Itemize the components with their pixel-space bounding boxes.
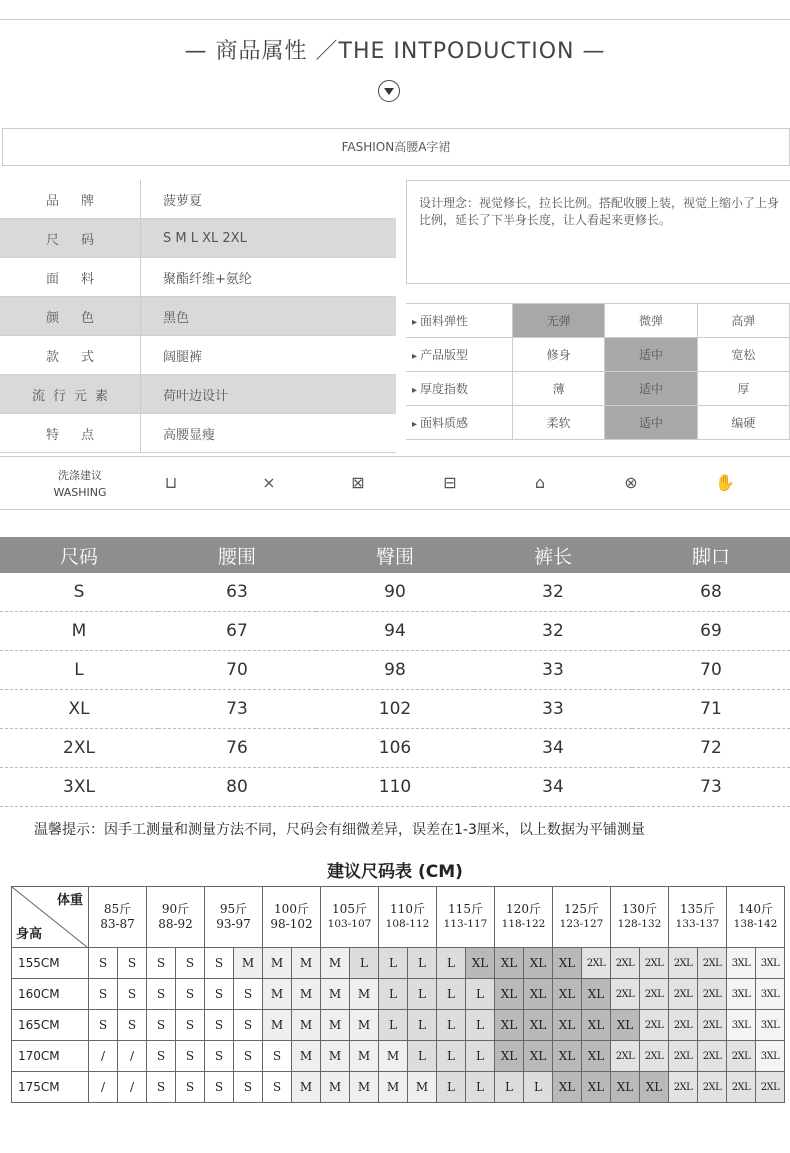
- attribute-value: 荷叶边设计: [141, 375, 397, 414]
- weight-value: 120斤: [506, 902, 541, 916]
- attribute-row: [0, 297, 396, 336]
- weight-range: 108-112: [385, 918, 430, 930]
- weight-header: [437, 887, 495, 948]
- no-dry-clean-icon: ⊗: [624, 473, 638, 492]
- attribute-row: [0, 180, 396, 219]
- attribute-key: 特点: [0, 414, 141, 453]
- size-cell: S: [205, 1041, 234, 1072]
- size-cell: 98: [316, 651, 474, 690]
- size-cell: S: [234, 1010, 263, 1041]
- size-cell: M: [379, 1041, 408, 1072]
- weight-range: 138-142: [733, 918, 778, 930]
- fabric-option: 修身: [513, 338, 605, 372]
- recommend-header-row: [12, 887, 785, 948]
- size-cell: 70: [632, 651, 790, 690]
- size-cell: S: [118, 1010, 147, 1041]
- size-cell: 3XL: [727, 1010, 756, 1041]
- size-header: 臀围: [316, 537, 474, 573]
- size-cell: L: [466, 1010, 495, 1041]
- size-cell: XL: [640, 1072, 669, 1103]
- size-cell: XL: [0, 690, 158, 729]
- height-label: 175CM: [12, 1072, 89, 1103]
- size-cell: XL: [582, 1041, 611, 1072]
- size-cell: M: [292, 979, 321, 1010]
- design-note: 设计理念：视觉修长，拉长比例。搭配收腰上装，视觉上缩小了上身比例，延长了下半身长度，让人看起来更修长。: [406, 180, 790, 284]
- fabric-key: ▸ 产品版型: [406, 338, 513, 372]
- fabric-table: [406, 303, 790, 440]
- height-label: 160CM: [12, 979, 89, 1010]
- size-cell: XL: [582, 1010, 611, 1041]
- size-header: 尺码: [0, 537, 158, 573]
- size-header: 腰围: [158, 537, 316, 573]
- size-cell: L: [408, 979, 437, 1010]
- size-cell: M: [350, 979, 379, 1010]
- table-row: [0, 729, 790, 768]
- weight-header: [321, 887, 379, 948]
- weight-value: 105斤: [332, 902, 367, 916]
- fabric-option: 适中: [605, 338, 697, 372]
- attribute-key: 流行元素: [0, 375, 141, 414]
- weight-range: 88-92: [158, 917, 193, 931]
- attribute-key: 颜色: [0, 297, 141, 336]
- size-cell: 34: [474, 768, 632, 807]
- size-header: 脚口: [632, 537, 790, 573]
- size-cell: S: [0, 573, 158, 612]
- iron-low-icon: ⌂: [534, 473, 546, 492]
- size-cell: S: [89, 1010, 118, 1041]
- size-cell: XL: [524, 1041, 553, 1072]
- fabric-row: [406, 304, 790, 338]
- weight-header: [205, 887, 263, 948]
- attribute-row: [0, 414, 396, 453]
- table-row: [0, 573, 790, 612]
- size-cell: 2XL: [727, 1041, 756, 1072]
- size-cell: 2XL: [669, 948, 698, 979]
- size-cell: M: [0, 612, 158, 651]
- recommend-table: [11, 886, 785, 1103]
- weight-value: 110斤: [390, 902, 425, 916]
- size-cell: 73: [632, 768, 790, 807]
- size-cell: /: [89, 1072, 118, 1103]
- size-cell: 73: [158, 690, 316, 729]
- attribute-key: 面料: [0, 258, 141, 297]
- weight-value: 135斤: [680, 902, 715, 916]
- size-cell: S: [205, 1072, 234, 1103]
- washing-label: 洗涤建议 WASHING: [53, 469, 107, 499]
- size-cell: 2XL: [669, 1072, 698, 1103]
- size-cell: 2XL: [698, 948, 727, 979]
- size-cell: S: [176, 979, 205, 1010]
- weight-header: [727, 887, 785, 948]
- size-cell: 68: [632, 573, 790, 612]
- weight-value: 125斤: [564, 902, 599, 916]
- size-cell: L: [379, 979, 408, 1010]
- size-cell: XL: [495, 979, 524, 1010]
- size-cell: 94: [316, 612, 474, 651]
- fabric-key: ▸ 厚度指数: [406, 372, 513, 406]
- size-cell: M: [321, 948, 350, 979]
- size-cell: S: [205, 1010, 234, 1041]
- size-cell: M: [263, 1010, 292, 1041]
- size-cell: S: [205, 979, 234, 1010]
- size-cell: L: [466, 979, 495, 1010]
- size-cell: 2XL: [698, 1072, 727, 1103]
- fabric-option: 适中: [605, 372, 697, 406]
- top-divider: [0, 19, 790, 20]
- attribute-value: 高腰显瘦: [141, 414, 397, 453]
- corner-cell: [12, 887, 89, 948]
- weight-value: 100斤: [274, 902, 309, 916]
- table-row: [0, 612, 790, 651]
- size-cell: 106: [316, 729, 474, 768]
- size-cell: 2XL: [640, 1041, 669, 1072]
- wash-30-icon: ⊔: [164, 473, 178, 492]
- attribute-value: 菠萝夏: [141, 180, 397, 219]
- size-cell: L: [495, 1072, 524, 1103]
- attribute-row: [0, 219, 396, 258]
- size-cell: S: [89, 979, 118, 1010]
- height-label: 170CM: [12, 1041, 89, 1072]
- product-name: FASHION高腰A字裙: [2, 128, 790, 166]
- size-cell: XL: [495, 1010, 524, 1041]
- size-cell: M: [408, 1072, 437, 1103]
- size-cell: M: [321, 1072, 350, 1103]
- size-cell: XL: [553, 1072, 582, 1103]
- size-cell: 102: [316, 690, 474, 729]
- attribute-key: 品牌: [0, 180, 141, 219]
- attribute-value: 阔腿裤: [141, 336, 397, 375]
- measurement-tip: 温馨提示：因手工测量和测量方法不同，尺码会有细微差异，误差在1-3厘米，以上数据为平铺测量: [34, 822, 645, 838]
- size-cell: XL: [553, 979, 582, 1010]
- size-cell: 3XL: [727, 948, 756, 979]
- size-cell: 33: [474, 690, 632, 729]
- fabric-option: 厚: [697, 372, 789, 406]
- size-cell: L: [437, 948, 466, 979]
- size-cell: S: [263, 1041, 292, 1072]
- size-cell: M: [350, 1072, 379, 1103]
- size-cell: XL: [582, 979, 611, 1010]
- attribute-row: [0, 375, 396, 414]
- weight-header: [553, 887, 611, 948]
- size-cell: XL: [524, 948, 553, 979]
- corner-box: [12, 887, 87, 947]
- weight-header: [495, 887, 553, 948]
- size-cell: 33: [474, 651, 632, 690]
- size-cell: 2XL: [698, 979, 727, 1010]
- weight-range: 83-87: [100, 917, 135, 931]
- corner-weight-label: 体重: [56, 893, 83, 908]
- weight-header: [147, 887, 205, 948]
- attribute-value: 黑色: [141, 297, 397, 336]
- size-cell: M: [321, 1041, 350, 1072]
- weight-range: 113-117: [443, 918, 488, 930]
- size-cell: S: [176, 1072, 205, 1103]
- fabric-option: 柔软: [513, 406, 605, 440]
- size-cell: S: [147, 1041, 176, 1072]
- weight-value: 115斤: [448, 902, 483, 916]
- size-cell: S: [176, 1010, 205, 1041]
- attribute-key: 尺码: [0, 219, 141, 258]
- corner-height-label: 身高: [16, 927, 43, 942]
- size-cell: XL: [553, 1010, 582, 1041]
- size-cell: M: [292, 948, 321, 979]
- weight-value: 95斤: [219, 902, 248, 916]
- fabric-option: 薄: [513, 372, 605, 406]
- size-cell: 2XL: [611, 1041, 640, 1072]
- weight-value: 130斤: [622, 902, 657, 916]
- size-cell: 3XL: [756, 979, 785, 1010]
- size-cell: L: [379, 948, 408, 979]
- size-cell: S: [118, 948, 147, 979]
- weight-range: 128-132: [617, 918, 662, 930]
- no-tumble-dry-icon: ⊠: [351, 473, 365, 492]
- size-cell: 3XL: [756, 1010, 785, 1041]
- size-cell: M: [292, 1072, 321, 1103]
- size-cell: S: [263, 1072, 292, 1103]
- size-cell: 76: [158, 729, 316, 768]
- height-label: 155CM: [12, 948, 89, 979]
- weight-range: 133-137: [675, 918, 720, 930]
- weight-value: 90斤: [161, 902, 190, 916]
- size-cell: L: [408, 1041, 437, 1072]
- size-cell: M: [350, 1010, 379, 1041]
- weight-value: 140斤: [738, 902, 773, 916]
- size-cell: 2XL: [727, 1072, 756, 1103]
- size-cell: M: [379, 1072, 408, 1103]
- size-cell: 67: [158, 612, 316, 651]
- fabric-option: 编硬: [697, 406, 789, 440]
- fabric-option: 宽松: [697, 338, 789, 372]
- table-row: [0, 651, 790, 690]
- size-cell: 72: [632, 729, 790, 768]
- table-row: [0, 690, 790, 729]
- size-cell: /: [118, 1041, 147, 1072]
- size-cell: M: [321, 1010, 350, 1041]
- size-cell: 2XL: [698, 1041, 727, 1072]
- size-cell: 2XL: [611, 948, 640, 979]
- size-cell: XL: [524, 979, 553, 1010]
- attribute-key: 款式: [0, 336, 141, 375]
- size-cell: XL: [553, 948, 582, 979]
- size-cell: 32: [474, 612, 632, 651]
- size-cell: S: [147, 948, 176, 979]
- size-cell: S: [234, 979, 263, 1010]
- hand-wash-icon: ✋: [715, 473, 735, 492]
- size-cell: XL: [611, 1010, 640, 1041]
- size-cell: 32: [474, 573, 632, 612]
- size-cell: S: [205, 948, 234, 979]
- size-cell: 2XL: [669, 1010, 698, 1041]
- fabric-option: 微弹: [605, 304, 697, 338]
- size-cell: M: [350, 1041, 379, 1072]
- size-cell: 80: [158, 768, 316, 807]
- size-cell: 2XL: [640, 979, 669, 1010]
- size-cell: 3XL: [756, 1041, 785, 1072]
- size-cell: L: [379, 1010, 408, 1041]
- size-cell: M: [263, 979, 292, 1010]
- size-cell: L: [524, 1072, 553, 1103]
- size-cell: M: [321, 979, 350, 1010]
- size-header-row: [0, 537, 790, 573]
- size-cell: 2XL: [698, 1010, 727, 1041]
- size-cell: 3XL: [0, 768, 158, 807]
- size-cell: L: [0, 651, 158, 690]
- no-bleach-icon: ⨯: [262, 473, 276, 492]
- attribute-row: [0, 336, 396, 375]
- size-cell: S: [89, 948, 118, 979]
- table-row: [12, 979, 785, 1010]
- size-cell: /: [89, 1041, 118, 1072]
- weight-range: 93-97: [216, 917, 251, 931]
- size-cell: S: [118, 979, 147, 1010]
- size-cell: L: [408, 948, 437, 979]
- size-cell: 2XL: [0, 729, 158, 768]
- weight-header: [379, 887, 437, 948]
- chevron-down-icon: [378, 80, 400, 102]
- size-cell: S: [147, 1010, 176, 1041]
- fabric-row: [406, 372, 790, 406]
- weight-range: 103-107: [327, 918, 372, 930]
- size-cell: 2XL: [611, 979, 640, 1010]
- size-cell: 2XL: [756, 1072, 785, 1103]
- attribute-row: [0, 258, 396, 297]
- height-label: 165CM: [12, 1010, 89, 1041]
- size-cell: XL: [466, 948, 495, 979]
- size-cell: L: [466, 1072, 495, 1103]
- size-cell: XL: [524, 1010, 553, 1041]
- attribute-value: S M L XL 2XL: [141, 219, 397, 258]
- weight-header: [263, 887, 321, 948]
- size-cell: XL: [611, 1072, 640, 1103]
- recommend-title: 建议尺码表 (CM): [327, 862, 463, 882]
- page-title: — 商品属性 ／THE INTPODUCTION —: [184, 39, 606, 64]
- size-cell: M: [234, 948, 263, 979]
- size-cell: 90: [316, 573, 474, 612]
- size-cell: S: [234, 1041, 263, 1072]
- size-cell: L: [466, 1041, 495, 1072]
- size-cell: L: [437, 979, 466, 1010]
- fabric-option: 高弹: [697, 304, 789, 338]
- size-table: [0, 537, 790, 807]
- weight-header: [669, 887, 727, 948]
- size-cell: L: [350, 948, 379, 979]
- fabric-option: 适中: [605, 406, 697, 440]
- size-cell: 2XL: [669, 1041, 698, 1072]
- size-cell: M: [292, 1010, 321, 1041]
- size-cell: S: [147, 1072, 176, 1103]
- size-cell: /: [118, 1072, 147, 1103]
- weight-header: [611, 887, 669, 948]
- size-cell: XL: [495, 948, 524, 979]
- size-cell: 110: [316, 768, 474, 807]
- table-row: [12, 1072, 785, 1103]
- size-cell: 2XL: [582, 948, 611, 979]
- size-cell: XL: [495, 1041, 524, 1072]
- size-cell: 2XL: [669, 979, 698, 1010]
- size-cell: S: [234, 1072, 263, 1103]
- size-cell: XL: [582, 1072, 611, 1103]
- table-row: [12, 948, 785, 979]
- weight-value: 85斤: [103, 902, 132, 916]
- table-row: [12, 1010, 785, 1041]
- washing-panel: [0, 456, 790, 510]
- fabric-row: [406, 338, 790, 372]
- size-cell: L: [408, 1010, 437, 1041]
- size-header: 裤长: [474, 537, 632, 573]
- size-cell: 70: [158, 651, 316, 690]
- table-row: [0, 768, 790, 807]
- weight-range: 98-102: [270, 917, 313, 931]
- size-cell: S: [147, 979, 176, 1010]
- size-cell: 3XL: [727, 979, 756, 1010]
- fabric-key: ▸ 面料质感: [406, 406, 513, 440]
- size-cell: M: [263, 948, 292, 979]
- size-cell: 69: [632, 612, 790, 651]
- fabric-row: [406, 406, 790, 440]
- size-cell: 71: [632, 690, 790, 729]
- weight-range: 118-122: [501, 918, 546, 930]
- fabric-option: 无弹: [513, 304, 605, 338]
- size-cell: S: [176, 1041, 205, 1072]
- size-cell: 2XL: [640, 948, 669, 979]
- size-cell: 34: [474, 729, 632, 768]
- table-row: [12, 1041, 785, 1072]
- size-cell: 2XL: [640, 1010, 669, 1041]
- line-dry-icon: ⊟: [443, 473, 457, 492]
- size-cell: L: [437, 1041, 466, 1072]
- size-cell: 63: [158, 573, 316, 612]
- size-cell: 3XL: [756, 948, 785, 979]
- weight-header: [89, 887, 147, 948]
- attribute-table: [0, 180, 396, 453]
- attribute-value: 聚酯纤维+氨纶: [141, 258, 397, 297]
- size-cell: XL: [553, 1041, 582, 1072]
- size-cell: S: [176, 948, 205, 979]
- size-cell: L: [437, 1010, 466, 1041]
- size-cell: L: [437, 1072, 466, 1103]
- weight-range: 123-127: [559, 918, 604, 930]
- size-cell: M: [292, 1041, 321, 1072]
- fabric-key: ▸ 面料弹性: [406, 304, 513, 338]
